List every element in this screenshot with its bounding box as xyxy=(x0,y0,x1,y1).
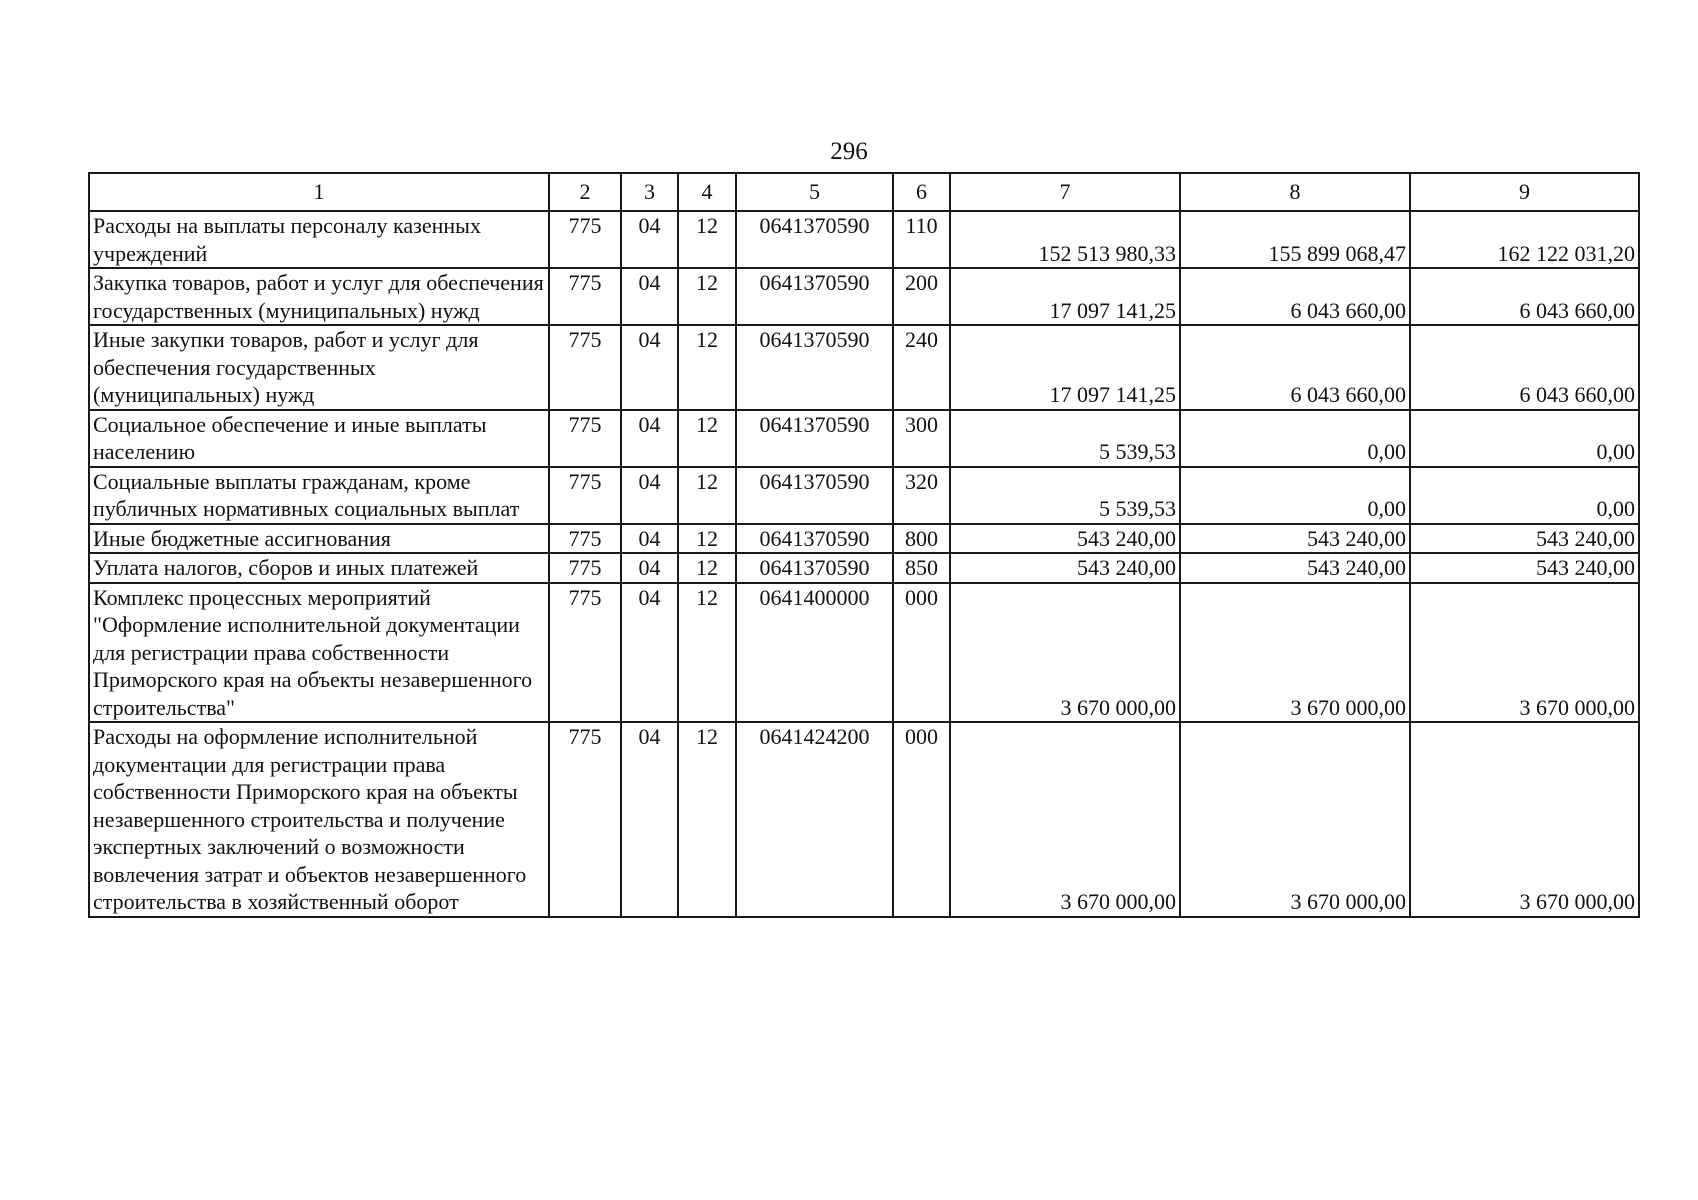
ministry-code-cell: 775 xyxy=(549,467,621,524)
amount-year-2-cell: 3 670 000,00 xyxy=(1180,722,1410,917)
subsection-code-cell: 12 xyxy=(678,268,736,325)
target-article-cell: 0641370590 xyxy=(736,211,893,268)
column-header-8: 8 xyxy=(1180,173,1410,211)
amount-year-3-cell: 3 670 000,00 xyxy=(1410,722,1639,917)
amount-year-1-cell: 3 670 000,00 xyxy=(950,583,1180,723)
target-article-cell: 0641370590 xyxy=(736,553,893,583)
section-code-cell: 04 xyxy=(621,722,678,917)
amount-year-3-cell: 162 122 031,20 xyxy=(1410,211,1639,268)
section-code-cell: 04 xyxy=(621,410,678,467)
expense-name-cell: Социальное обеспечение и иные выплаты населению xyxy=(89,410,549,467)
amount-year-2-cell: 155 899 068,47 xyxy=(1180,211,1410,268)
expense-type-cell: 320 xyxy=(893,467,950,524)
amount-year-3-cell: 6 043 660,00 xyxy=(1410,325,1639,410)
column-header-7: 7 xyxy=(950,173,1180,211)
expense-name-cell: Социальные выплаты гражданам, кроме публичных нормативных социальных выплат xyxy=(89,467,549,524)
section-code-cell: 04 xyxy=(621,268,678,325)
table-body xyxy=(89,173,1639,917)
section-code-cell: 04 xyxy=(621,553,678,583)
amount-year-1-cell: 17 097 141,25 xyxy=(950,268,1180,325)
table-row xyxy=(89,268,1639,325)
amount-year-2-cell: 543 240,00 xyxy=(1180,524,1410,554)
table-row xyxy=(89,211,1639,268)
expense-type-cell: 300 xyxy=(893,410,950,467)
amount-year-2-cell: 6 043 660,00 xyxy=(1180,325,1410,410)
ministry-code-cell: 775 xyxy=(549,583,621,723)
amount-year-1-cell: 543 240,00 xyxy=(950,553,1180,583)
subsection-code-cell: 12 xyxy=(678,467,736,524)
ministry-code-cell: 775 xyxy=(549,553,621,583)
ministry-code-cell: 775 xyxy=(549,211,621,268)
expense-name-cell: Закупка товаров, работ и услуг для обеспечения государственных (муниципальных) нужд xyxy=(89,268,549,325)
column-header-1: 1 xyxy=(89,173,549,211)
amount-year-2-cell: 6 043 660,00 xyxy=(1180,268,1410,325)
subsection-code-cell: 12 xyxy=(678,722,736,917)
expense-name-cell: Иные бюджетные ассигнования xyxy=(89,524,549,554)
budget-table xyxy=(88,172,1640,918)
header-row xyxy=(89,173,1639,211)
section-code-cell: 04 xyxy=(621,325,678,410)
column-header-2: 2 xyxy=(549,173,621,211)
target-article-cell: 0641370590 xyxy=(736,325,893,410)
section-code-cell: 04 xyxy=(621,467,678,524)
expense-name-cell: Иные закупки товаров, работ и услуг для обеспечения государственных (муниципальных) нужд xyxy=(89,325,549,410)
amount-year-3-cell: 6 043 660,00 xyxy=(1410,268,1639,325)
table-row xyxy=(89,553,1639,583)
section-code-cell: 04 xyxy=(621,583,678,723)
column-header-5: 5 xyxy=(736,173,893,211)
column-header-6: 6 xyxy=(893,173,950,211)
ministry-code-cell: 775 xyxy=(549,722,621,917)
table-row xyxy=(89,467,1639,524)
amount-year-2-cell: 543 240,00 xyxy=(1180,553,1410,583)
ministry-code-cell: 775 xyxy=(549,325,621,410)
ministry-code-cell: 775 xyxy=(549,524,621,554)
expense-name-cell: Уплата налогов, сборов и иных платежей xyxy=(89,553,549,583)
amount-year-2-cell: 3 670 000,00 xyxy=(1180,583,1410,723)
subsection-code-cell: 12 xyxy=(678,211,736,268)
table-row xyxy=(89,583,1639,723)
amount-year-1-cell: 152 513 980,33 xyxy=(950,211,1180,268)
amount-year-1-cell: 5 539,53 xyxy=(950,467,1180,524)
expense-type-cell: 800 xyxy=(893,524,950,554)
expense-type-cell: 240 xyxy=(893,325,950,410)
expense-type-cell: 110 xyxy=(893,211,950,268)
amount-year-1-cell: 5 539,53 xyxy=(950,410,1180,467)
table-row xyxy=(89,722,1639,917)
column-header-3: 3 xyxy=(621,173,678,211)
subsection-code-cell: 12 xyxy=(678,325,736,410)
subsection-code-cell: 12 xyxy=(678,410,736,467)
ministry-code-cell: 775 xyxy=(549,410,621,467)
target-article-cell: 0641370590 xyxy=(736,467,893,524)
amount-year-3-cell: 0,00 xyxy=(1410,467,1639,524)
section-code-cell: 04 xyxy=(621,211,678,268)
amount-year-2-cell: 0,00 xyxy=(1180,410,1410,467)
target-article-cell: 0641400000 xyxy=(736,583,893,723)
expense-name-cell: Расходы на оформление исполнительной документации для регистрации права собственности Приморского края на объекты незавершенного строительства и получение экспертных заключений о возможности вовлечения затрат и объектов незавершенного строительства в хозяйственный оборот xyxy=(89,722,549,917)
target-article-cell: 0641370590 xyxy=(736,524,893,554)
table-row xyxy=(89,410,1639,467)
amount-year-1-cell: 3 670 000,00 xyxy=(950,722,1180,917)
amount-year-1-cell: 543 240,00 xyxy=(950,524,1180,554)
section-code-cell: 04 xyxy=(621,524,678,554)
amount-year-2-cell: 0,00 xyxy=(1180,467,1410,524)
expense-type-cell: 000 xyxy=(893,583,950,723)
expense-type-cell: 000 xyxy=(893,722,950,917)
expense-name-cell: Комплекс процессных мероприятий "Оформление исполнительной документации для регистрации права собственности Приморского края на объекты незавершенного строительства" xyxy=(89,583,549,723)
expense-type-cell: 850 xyxy=(893,553,950,583)
column-header-4: 4 xyxy=(678,173,736,211)
amount-year-3-cell: 3 670 000,00 xyxy=(1410,583,1639,723)
subsection-code-cell: 12 xyxy=(678,524,736,554)
expense-type-cell: 200 xyxy=(893,268,950,325)
amount-year-3-cell: 543 240,00 xyxy=(1410,524,1639,554)
expense-name-cell: Расходы на выплаты персоналу казенных учреждений xyxy=(89,211,549,268)
target-article-cell: 0641424200 xyxy=(736,722,893,917)
subsection-code-cell: 12 xyxy=(678,553,736,583)
page-number: 296 xyxy=(830,138,868,165)
amount-year-1-cell: 17 097 141,25 xyxy=(950,325,1180,410)
subsection-code-cell: 12 xyxy=(678,583,736,723)
amount-year-3-cell: 0,00 xyxy=(1410,410,1639,467)
target-article-cell: 0641370590 xyxy=(736,410,893,467)
target-article-cell: 0641370590 xyxy=(736,268,893,325)
column-header-9: 9 xyxy=(1410,173,1639,211)
ministry-code-cell: 775 xyxy=(549,268,621,325)
table-row xyxy=(89,325,1639,410)
amount-year-3-cell: 543 240,00 xyxy=(1410,553,1639,583)
table-row xyxy=(89,524,1639,554)
